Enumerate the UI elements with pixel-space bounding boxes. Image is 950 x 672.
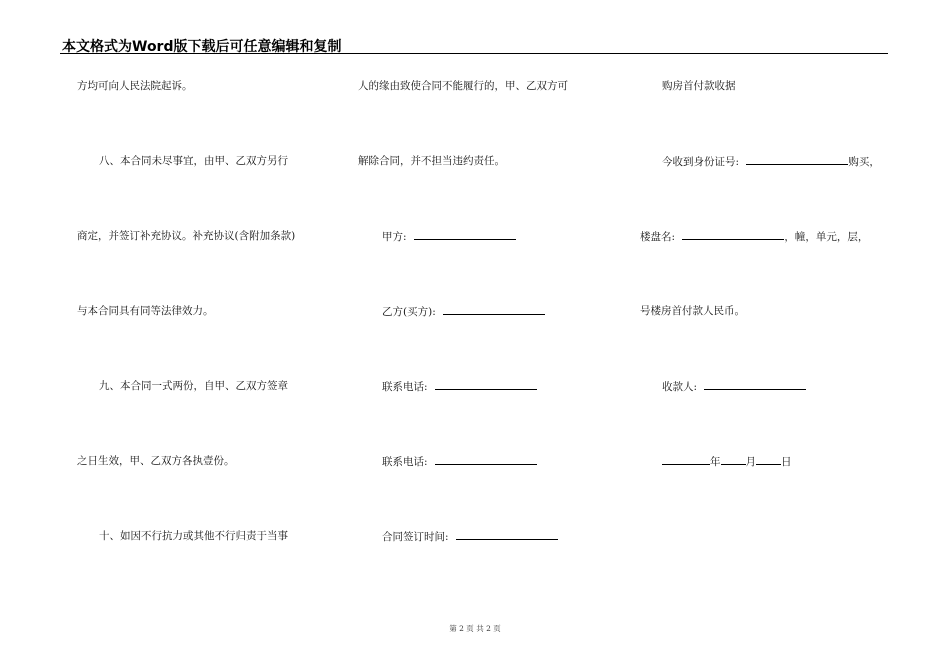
sign-date-blank bbox=[456, 529, 558, 540]
receipt-date-line bbox=[662, 454, 792, 469]
page-footer: 第 2 页 共 2 页 bbox=[449, 624, 501, 633]
col1-line-6: 之日生效，甲、乙双方各执壹份。 bbox=[77, 455, 235, 467]
payee-blank bbox=[704, 379, 806, 390]
col1-line-7: 十、如因不行抗力或其他不行归责于当事 bbox=[99, 530, 288, 542]
col1-line-4: 与本合同具有同等法律效力。 bbox=[77, 305, 214, 317]
id-number-blank bbox=[746, 154, 848, 165]
receipt-title: 购房首付款收据 bbox=[662, 80, 736, 92]
down-payment-line: 号楼房首付款人民币。 bbox=[640, 305, 745, 317]
payee-label: 收款人: bbox=[662, 381, 698, 393]
col2-line-1: 人的缘由致使合同不能履行的，甲、乙双方可 bbox=[358, 80, 568, 92]
sign-date-line bbox=[382, 529, 558, 544]
phone-line-1 bbox=[382, 379, 537, 394]
purchase-label: 购买， bbox=[848, 156, 880, 168]
day-blank bbox=[756, 454, 781, 465]
col2-line-2: 解除合同，并不担当违约责任。 bbox=[358, 155, 505, 167]
year-label: 年 bbox=[710, 456, 721, 468]
property-name-label: 楼盘名: bbox=[640, 231, 676, 243]
col1-line-2: 八、本合同未尽事宜，由甲、乙双方另行 bbox=[99, 155, 288, 167]
id-number-line bbox=[662, 154, 880, 169]
month-blank bbox=[721, 454, 746, 465]
party-a-line bbox=[382, 229, 516, 244]
col1-line-3: 商定，并签订补充协议。补充协议(含附加条款) bbox=[77, 230, 296, 242]
phone-blank-2 bbox=[435, 454, 537, 465]
party-a-label: 甲方: bbox=[382, 231, 407, 243]
party-b-label: 乙方(买方): bbox=[382, 306, 436, 318]
building-unit-floor-label: ，幢，单元，层， bbox=[784, 231, 869, 243]
payee-line bbox=[662, 379, 806, 394]
id-number-label: 今收到身份证号: bbox=[662, 156, 740, 168]
party-b-line bbox=[382, 304, 545, 319]
col1-line-5: 九、本合同一式两份，自甲、乙双方签章 bbox=[99, 380, 288, 392]
property-name-blank bbox=[682, 229, 784, 240]
phone-label-1: 联系电话: bbox=[382, 381, 428, 393]
party-a-blank bbox=[414, 229, 516, 240]
header-divider bbox=[60, 53, 888, 54]
sign-date-label: 合同签订时间: bbox=[382, 531, 449, 543]
month-label: 月 bbox=[745, 456, 756, 468]
document-header-title: 本文格式为Word版下载后可任意编辑和复制 bbox=[62, 39, 342, 55]
party-b-blank bbox=[443, 304, 545, 315]
year-blank bbox=[662, 454, 710, 465]
col1-line-1: 方均可向人民法院起诉。 bbox=[77, 80, 193, 92]
day-label: 日 bbox=[781, 456, 792, 468]
phone-label-2: 联系电话: bbox=[382, 456, 428, 468]
property-name-line bbox=[640, 229, 868, 244]
phone-line-2 bbox=[382, 454, 537, 469]
phone-blank-1 bbox=[435, 379, 537, 390]
